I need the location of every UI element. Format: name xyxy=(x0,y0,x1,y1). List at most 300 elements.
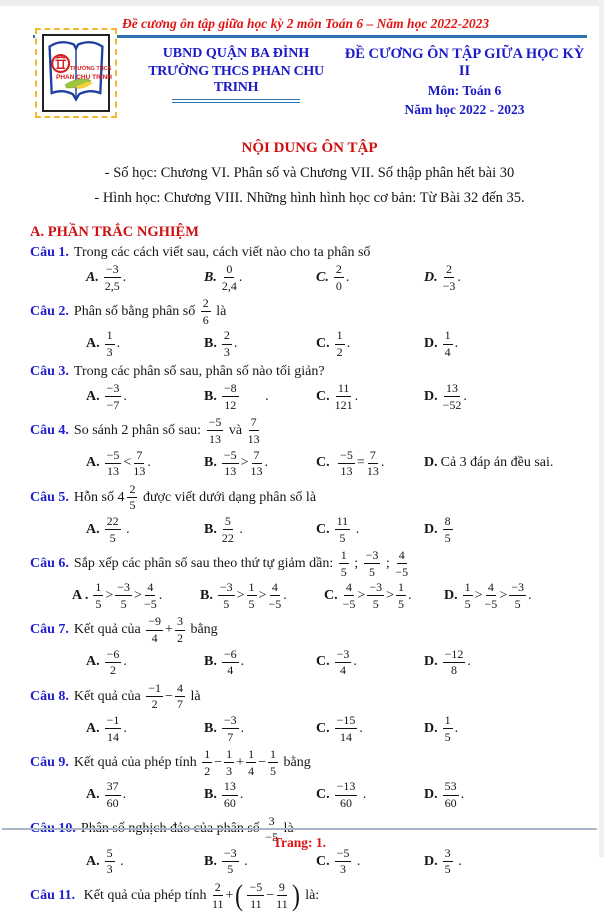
numerator: 1 xyxy=(339,549,349,564)
math-text: . xyxy=(158,587,163,603)
math-text: . xyxy=(123,388,127,404)
math-text: . xyxy=(346,336,351,352)
option-content xyxy=(220,381,269,412)
numerator: 1 xyxy=(268,748,278,763)
denominator: 5 xyxy=(398,596,404,611)
fraction xyxy=(105,648,122,677)
numerator: 53 xyxy=(443,780,459,795)
option-label: C. xyxy=(316,853,330,869)
denominator: −7 xyxy=(106,397,120,412)
math-text: . xyxy=(359,720,363,736)
exam-title: ĐỀ CƯƠNG ÔN TẬP GIỮA HỌC KỲ II xyxy=(344,46,585,79)
option-content xyxy=(441,455,554,470)
school-logo-inner xyxy=(42,34,110,112)
numerator: 1 xyxy=(105,329,115,344)
numerator: 2 xyxy=(334,263,344,278)
page-number: Trang: 1. xyxy=(273,835,326,850)
numerator: 4 xyxy=(175,682,185,697)
math-text: bằng xyxy=(279,755,311,771)
option-C xyxy=(316,779,424,810)
option-content xyxy=(333,646,357,678)
math-text: ; xyxy=(382,555,394,571)
option-B xyxy=(204,647,316,678)
option-content xyxy=(220,328,238,360)
question-stem xyxy=(73,415,262,446)
math-text: . xyxy=(123,654,127,670)
denominator: 13 xyxy=(107,464,120,479)
option-C xyxy=(316,647,424,678)
denominator: 2 xyxy=(336,345,343,360)
fraction xyxy=(201,297,211,326)
option-B xyxy=(204,713,316,744)
fraction xyxy=(335,515,351,544)
question-block-3 xyxy=(30,363,589,413)
numerator: −5 xyxy=(338,449,355,464)
math-text: + xyxy=(165,622,173,638)
numerator: −5 xyxy=(105,449,122,464)
option-label: B. xyxy=(204,720,217,736)
question-block-11 xyxy=(30,880,589,911)
numerator: 4 xyxy=(486,581,496,596)
org-parent: UBND QUẬN BA ĐÌNH xyxy=(162,46,310,61)
math-text: Trong các phân số sau, phân số nào tối giản? xyxy=(73,363,325,379)
option-content xyxy=(103,779,127,810)
option-label: B. xyxy=(204,787,217,803)
numerator: 2 xyxy=(213,881,223,896)
option-B xyxy=(204,514,316,545)
option-label: C. xyxy=(324,588,338,604)
numerator: 3 xyxy=(443,847,453,862)
denominator: 60 xyxy=(106,796,119,810)
math-text: = xyxy=(356,455,365,471)
math-text: . xyxy=(454,853,462,869)
fraction xyxy=(334,263,344,292)
option-D xyxy=(424,455,589,471)
numerator: 9 xyxy=(277,881,287,896)
denominator: 4 xyxy=(151,631,158,646)
options-row xyxy=(86,713,589,744)
question-number: Câu 7. xyxy=(30,622,69,638)
numerator: −1 xyxy=(146,682,163,697)
denominator: −5 xyxy=(484,596,498,611)
denominator: 8 xyxy=(451,663,458,678)
fraction xyxy=(104,263,121,292)
numerator: 4 xyxy=(397,549,407,564)
numerator: 5 xyxy=(223,515,233,530)
numerator: 3 xyxy=(267,815,277,830)
issuing-organization xyxy=(126,46,346,103)
denominator: 5 xyxy=(248,596,255,611)
option-content xyxy=(103,328,121,360)
denominator: 4 xyxy=(248,763,255,778)
denominator: −5 xyxy=(265,830,279,845)
fraction xyxy=(222,449,239,478)
denominator: 5 xyxy=(95,596,102,611)
exam-document xyxy=(0,6,599,912)
denominator: −5 xyxy=(268,596,282,611)
numerator: −6 xyxy=(105,648,122,663)
fraction xyxy=(146,615,163,644)
fraction xyxy=(222,780,238,809)
fraction xyxy=(222,263,237,292)
denominator: 13 xyxy=(366,464,379,479)
option-C xyxy=(316,262,424,293)
math-text: − xyxy=(266,887,275,903)
document-header xyxy=(30,44,589,130)
denominator: 5 xyxy=(444,530,451,545)
denominator: 22 xyxy=(221,530,234,545)
denominator: 4 xyxy=(444,345,451,360)
option-A xyxy=(86,262,204,293)
fraction xyxy=(247,581,257,610)
page-edge-right xyxy=(599,0,604,857)
option-C xyxy=(316,448,424,479)
math-text: > xyxy=(258,587,267,603)
denominator: 7 xyxy=(176,697,183,712)
denominator: 3 xyxy=(106,862,113,877)
numerator: 1 xyxy=(396,581,406,596)
options-row xyxy=(72,580,589,611)
denominator: 5 xyxy=(339,530,346,545)
denominator: −5 xyxy=(143,596,157,611)
denominator: 5 xyxy=(227,862,234,877)
option-label: D. xyxy=(444,588,458,604)
math-text: > xyxy=(236,587,245,603)
math-text: được viết dưới dạng phân số là xyxy=(139,489,317,505)
math-text: . xyxy=(238,269,243,285)
numerator: 5 xyxy=(105,847,115,862)
option-content xyxy=(441,779,465,810)
math-text: . xyxy=(116,336,121,352)
option-C xyxy=(316,328,424,359)
math-text: So sánh 2 phân số sau: xyxy=(73,423,205,439)
numerator: 1 xyxy=(443,329,453,344)
denominator: −5 xyxy=(342,596,356,611)
option-label: D. xyxy=(424,269,438,285)
denominator: 60 xyxy=(223,796,236,810)
whole-part: 4 xyxy=(117,489,125,505)
math-text: . xyxy=(345,269,350,285)
question-number: Câu 2. xyxy=(30,304,69,320)
option-content xyxy=(220,447,269,479)
logo-school-type: TRƯỜNG THCS xyxy=(70,66,112,72)
right-paren: ) xyxy=(291,878,300,912)
fraction xyxy=(222,847,239,876)
denominator: 5 xyxy=(120,596,127,611)
question-block-7 xyxy=(30,614,589,677)
fraction xyxy=(364,549,381,578)
question-block-1 xyxy=(30,244,589,294)
math-text: . xyxy=(240,720,245,736)
option-label: C. xyxy=(316,787,330,803)
option-B xyxy=(204,328,316,359)
org-underline xyxy=(172,99,300,103)
option-label: D. xyxy=(424,455,438,471)
numerator: −1 xyxy=(105,714,122,729)
option-content xyxy=(91,580,163,611)
math-text: Kết quả của phép tính xyxy=(73,755,201,771)
options-row xyxy=(86,779,589,810)
numerator: −3 xyxy=(509,581,526,596)
option-content xyxy=(441,328,459,360)
math-text: . xyxy=(528,587,532,603)
math-text: Kết quả của xyxy=(73,688,145,704)
options-row xyxy=(86,647,589,678)
numerator: −15 xyxy=(335,714,358,729)
option-label: D. xyxy=(424,787,438,803)
option-B xyxy=(204,381,316,412)
numerator: 1 xyxy=(335,329,345,344)
math-text: . xyxy=(122,521,130,537)
option-content xyxy=(216,580,287,611)
numerator: 3 xyxy=(175,615,185,630)
denominator: 4 xyxy=(340,663,347,678)
option-content xyxy=(103,447,151,479)
option-content xyxy=(103,845,124,877)
option-label: C. xyxy=(316,521,330,537)
option-label: A. xyxy=(86,654,100,670)
math-text: . xyxy=(147,455,151,471)
denominator: 7 xyxy=(227,729,234,744)
question-number: Câu 1. xyxy=(30,244,69,260)
numerator: −5 xyxy=(207,416,224,431)
numerator: 4 xyxy=(145,581,155,596)
option-label: B. xyxy=(204,336,217,352)
denominator: 13 xyxy=(247,431,260,446)
math-text: . xyxy=(354,388,359,404)
org-school: TRƯỜNG THCS PHAN CHU TRINH xyxy=(148,64,324,95)
option-label: D. xyxy=(424,654,438,670)
option-label: D. xyxy=(424,521,438,537)
math-text: . xyxy=(460,787,465,802)
denominator: 5 xyxy=(464,596,471,611)
footer-rule xyxy=(2,828,597,830)
numerator: 7 xyxy=(134,449,144,464)
numerator: −12 xyxy=(443,648,466,663)
option-D xyxy=(424,381,589,412)
fraction xyxy=(335,780,358,809)
numerator: −5 xyxy=(222,449,239,464)
option-content xyxy=(220,713,245,744)
question-block-8 xyxy=(30,681,589,744)
math-text: . xyxy=(467,654,471,670)
fraction xyxy=(222,648,239,677)
question-number: Câu 6. xyxy=(30,555,69,571)
option-D xyxy=(424,647,589,678)
option-content xyxy=(441,646,471,678)
question-block-4 xyxy=(30,415,589,478)
fraction xyxy=(335,382,353,411)
question-stem xyxy=(73,680,201,712)
numerator: 7 xyxy=(368,449,378,464)
option-content xyxy=(333,328,351,360)
option-label: B. xyxy=(204,521,217,537)
option-content xyxy=(103,713,127,744)
open-book-icon xyxy=(44,36,108,110)
fraction xyxy=(222,382,239,411)
numerator: 2 xyxy=(444,263,454,278)
math-text xyxy=(333,455,337,470)
math-text: . xyxy=(233,336,238,352)
math-text: bằng xyxy=(186,622,218,638)
running-header: Đề cương ôn tập giữa học kỳ 2 môn Toán 6 – Năm học 2022-2023 xyxy=(122,16,490,31)
math-text: Hỗn số xyxy=(73,489,118,505)
denominator: 5 xyxy=(369,564,376,579)
fraction xyxy=(105,515,121,544)
numerator: 4 xyxy=(344,581,354,596)
denominator: 2 xyxy=(176,631,183,646)
fraction xyxy=(133,449,145,478)
option-A xyxy=(86,514,204,545)
denominator: 5 xyxy=(340,564,347,579)
numerator: −3 xyxy=(218,581,235,596)
denominator: 5 xyxy=(269,763,276,778)
option-A xyxy=(72,580,200,611)
option-label: C. xyxy=(316,269,329,285)
numerator: 1 xyxy=(246,748,256,763)
math-text: . xyxy=(454,336,459,352)
fraction xyxy=(335,847,352,876)
question-stem xyxy=(80,878,320,912)
numerator: −3 xyxy=(105,382,122,397)
exam-year: Năm học 2022 - 2023 xyxy=(404,102,525,117)
numerator: 7 xyxy=(252,449,262,464)
fraction xyxy=(395,549,408,578)
question-block-6 xyxy=(30,548,589,611)
question-stem xyxy=(74,245,371,260)
question-number: Câu 4. xyxy=(30,423,69,439)
fraction xyxy=(218,581,235,610)
fraction xyxy=(127,483,137,512)
option-A xyxy=(86,779,204,810)
denominator: 13 xyxy=(208,431,221,446)
denominator: 5 xyxy=(444,729,451,744)
fraction xyxy=(268,581,281,610)
school-logo xyxy=(35,28,117,118)
numerator: 13 xyxy=(444,382,460,397)
option-content xyxy=(441,845,462,877)
math-text: . xyxy=(359,787,367,802)
left-paren: ( xyxy=(235,878,244,912)
option-label: A. xyxy=(86,853,100,869)
numerator: 8 xyxy=(443,515,453,530)
fraction xyxy=(248,416,260,445)
math-text: . xyxy=(116,853,124,869)
denominator: −52 xyxy=(442,397,462,412)
option-D xyxy=(444,580,589,611)
fraction xyxy=(396,581,406,610)
denominator: 14 xyxy=(107,729,120,744)
question-stem xyxy=(73,614,218,646)
numerator: 1 xyxy=(93,581,103,596)
math-text: . xyxy=(240,388,269,404)
numerator: 1 xyxy=(247,581,257,596)
option-content xyxy=(461,580,532,611)
option-C xyxy=(316,514,424,545)
numerator: 1 xyxy=(202,748,212,763)
math-text: . xyxy=(240,654,245,670)
option-content xyxy=(103,513,130,545)
option-label: A. xyxy=(86,455,100,471)
math-text: và xyxy=(225,423,246,439)
numerator: 4 xyxy=(270,581,280,596)
math-text: − xyxy=(165,688,173,704)
numerator: 2 xyxy=(127,483,137,498)
math-text: > xyxy=(134,587,142,603)
options-row xyxy=(86,448,589,479)
math-text: là xyxy=(186,688,201,704)
questions-list xyxy=(30,244,589,912)
denominator: 2 xyxy=(204,763,211,778)
option-label: C. xyxy=(316,654,330,670)
math-text: là xyxy=(212,304,227,320)
question-stem xyxy=(73,296,227,327)
fraction xyxy=(338,449,355,478)
math-text: . xyxy=(454,720,459,736)
math-text: > xyxy=(386,587,394,603)
fraction xyxy=(367,449,379,478)
options-row xyxy=(86,328,589,359)
option-label: B. xyxy=(204,654,217,670)
math-text: > xyxy=(474,587,483,603)
numerator: −8 xyxy=(222,382,239,397)
math-text: . xyxy=(352,521,360,537)
option-A xyxy=(86,381,204,412)
fraction xyxy=(93,581,103,610)
fraction xyxy=(175,682,185,711)
numerator: 22 xyxy=(105,515,121,530)
fraction xyxy=(443,329,453,358)
numerator: 1 xyxy=(463,581,473,596)
option-content xyxy=(103,646,127,678)
numerator: −6 xyxy=(222,648,239,663)
option-label: A . xyxy=(72,588,89,604)
math-text: . xyxy=(235,521,243,537)
math-text: . xyxy=(380,455,385,471)
options-row xyxy=(86,381,589,412)
numerator: 11 xyxy=(336,382,352,397)
math-text: < xyxy=(123,455,132,471)
math-text: . xyxy=(353,853,361,869)
option-label: B. xyxy=(204,388,217,404)
math-text: . xyxy=(463,388,467,404)
fraction xyxy=(335,714,358,743)
option-content xyxy=(333,713,363,744)
exam-title-block xyxy=(340,46,589,118)
fraction xyxy=(246,748,256,777)
numerator: −5 xyxy=(247,881,264,896)
option-content xyxy=(220,513,243,545)
denominator: 0 xyxy=(335,278,342,293)
denominator: 13 xyxy=(224,464,237,479)
numerator: −3 xyxy=(222,714,239,729)
option-C xyxy=(316,713,424,744)
fraction xyxy=(276,881,288,910)
section-title: NỘI DUNG ÔN TẬP xyxy=(241,140,378,156)
denominator: 3 xyxy=(340,862,347,877)
fraction xyxy=(207,416,224,445)
fraction xyxy=(367,581,384,610)
option-label: A. xyxy=(86,336,100,352)
numerator: −5 xyxy=(335,847,352,862)
option-label: D. xyxy=(424,336,438,352)
math-text: . xyxy=(353,654,357,670)
numerator: 11 xyxy=(335,515,351,530)
intro-line-geom: - Hình học: Chương VIII. Những hình hình học cơ bản: Từ Bài 32 đến 35. xyxy=(94,189,525,206)
option-label: C. xyxy=(316,336,330,352)
numerator: −9 xyxy=(146,615,163,630)
math-text: − xyxy=(214,755,223,771)
